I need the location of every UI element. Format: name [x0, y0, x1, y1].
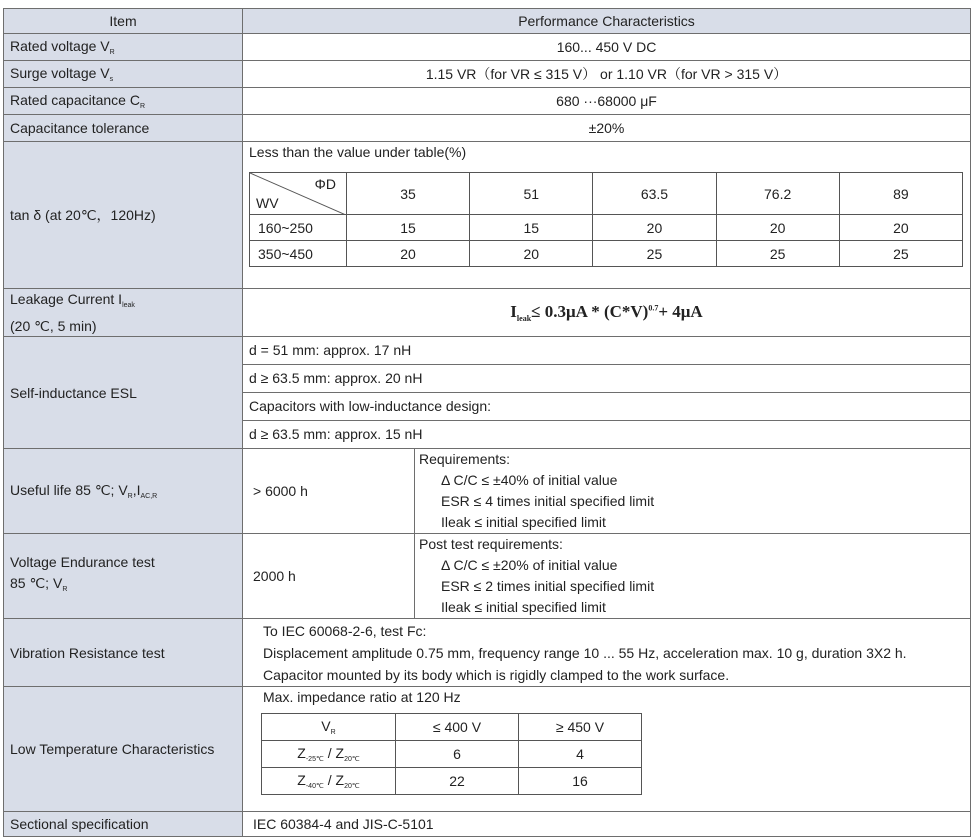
value-cell: 15	[470, 215, 593, 241]
tolerance-value: ±20%	[243, 115, 971, 142]
rated-capacitance-label: Rated capacitance $C_R$	[4, 88, 243, 115]
row-tolerance	[4, 115, 971, 142]
vr-header: $V_R$	[262, 714, 396, 741]
value-cell: 20	[346, 241, 469, 267]
sectional-label: Sectional specification	[4, 812, 243, 837]
wv-cell: 160~250	[250, 215, 347, 241]
z-ratio-cell: $Z_{-25℃} / Z_{20℃}$	[262, 741, 396, 768]
surge-voltage-value: 1.15 VR（for VR ≤ 315 V） or 1.10 VR（for VR > 315 V）	[243, 61, 971, 88]
useful-life-label: Useful life 85 ℃; $V_R,I_{AC,R}$	[4, 449, 243, 534]
row-useful-life	[4, 449, 971, 534]
vibration-cell	[243, 619, 971, 687]
row-tan-delta	[4, 142, 971, 289]
voltage-endurance-duration: 2000 h	[243, 534, 415, 618]
value-cell: 20	[470, 241, 593, 267]
row-esl	[4, 337, 971, 449]
spec-table	[3, 8, 971, 837]
low-temp-value: 4	[519, 741, 642, 768]
row-rated-capacitance	[4, 88, 971, 115]
value-cell: 25	[716, 241, 839, 267]
tan-delta-row	[250, 241, 963, 267]
tan-delta-label: tan δ (at 20℃，120Hz)	[4, 142, 243, 289]
row-rated-voltage	[4, 34, 971, 61]
low-temp-table	[261, 713, 642, 795]
low-temp-cell	[243, 687, 971, 812]
diameter-cell: 35	[346, 173, 469, 215]
row-leakage	[4, 289, 971, 337]
rated-capacitance-value: 680 ···68000 μF	[243, 88, 971, 115]
tan-delta-cell	[243, 142, 971, 289]
low-temp-value: 6	[396, 741, 519, 768]
diameter-cell: 63.5	[593, 173, 716, 215]
low-temp-header: ≥ 450 V	[519, 714, 642, 741]
row-surge-voltage	[4, 61, 971, 88]
esl-line: d = 51 mm: approx. 17 nH	[249, 342, 412, 358]
vibration-line: Capacitor mounted by its body which is rigidly clamped to the work surface.	[263, 666, 730, 683]
low-temp-row	[262, 741, 642, 768]
useful-life-requirements: Requirements: Δ C/C ≤ ±40% of initial value ESR ≤ 4 times initial specified limit Ileak ≤ initial specified limit	[419, 451, 655, 530]
value-cell: 20	[839, 215, 962, 241]
esl-cell	[243, 337, 971, 449]
row-sectional	[4, 812, 971, 837]
value-cell: 25	[593, 241, 716, 267]
header-item: Item	[4, 9, 243, 34]
tan-delta-row	[250, 215, 963, 241]
tan-delta-table	[249, 172, 963, 267]
value-cell: 25	[839, 241, 962, 267]
esl-line: d ≥ 63.5 mm: approx. 20 nH	[243, 364, 970, 392]
low-temp-head-row	[262, 714, 642, 741]
low-temp-row	[262, 768, 642, 795]
voltage-endurance-label: Voltage Endurance test 85 ℃; $V_R$	[4, 534, 243, 619]
leakage-formula: $I_{leak}\le 0.3\mu A * (C*V)^{0.7}+ 4\mu A$	[243, 289, 971, 337]
voltage-endurance-cell	[243, 534, 971, 619]
diagonal-header	[250, 173, 347, 215]
diameter-cell: 76.2	[716, 173, 839, 215]
tan-delta-head-row	[250, 173, 963, 215]
wv-cell: 350~450	[250, 241, 347, 267]
useful-life-duration: > 6000 h	[243, 449, 415, 533]
low-temp-value: 16	[519, 768, 642, 795]
low-temp-header: ≤ 400 V	[396, 714, 519, 741]
esl-line: Capacitors with low-inductance design:	[243, 392, 970, 420]
vibration-label: Vibration Resistance test	[4, 619, 243, 687]
header-row	[4, 9, 971, 34]
row-vibration	[4, 619, 971, 687]
diag-top-label: ΦD	[314, 176, 336, 192]
esl-line: d ≥ 63.5 mm: approx. 15 nH	[243, 420, 970, 448]
header-performance: Performance Characteristics	[243, 9, 971, 34]
leakage-label: Leakage Current $I_{leak}$ (20 ℃, 5 min)	[4, 289, 243, 337]
low-temp-label: Low Temperature Characteristics	[4, 687, 243, 812]
esl-label: Self-inductance ESL	[4, 337, 243, 449]
row-low-temp	[4, 687, 971, 812]
value-cell: 15	[346, 215, 469, 241]
low-temp-intro: Max. impedance ratio at 120 Hz	[263, 689, 461, 705]
useful-life-cell	[243, 449, 971, 534]
tan-delta-intro: Less than the value under table(%)	[249, 144, 467, 160]
diameter-cell: 51	[470, 173, 593, 215]
voltage-endurance-requirements: Post test requirements: Δ C/C ≤ ±20% of initial value ESR ≤ 2 times initial specified limit Ileak ≤ initial specified limit	[419, 536, 655, 615]
rated-voltage-label: Rated voltage $V_R$	[4, 34, 243, 61]
rated-voltage-value: 160... 450 V DC	[243, 34, 971, 61]
tolerance-label: Capacitance tolerance	[4, 115, 243, 142]
low-temp-value: 22	[396, 768, 519, 795]
value-cell: 20	[716, 215, 839, 241]
value-cell: 20	[593, 215, 716, 241]
sectional-value: IEC 60384-4 and JIS-C-5101	[243, 812, 971, 837]
diameter-cell: 89	[839, 173, 962, 215]
row-voltage-endurance	[4, 534, 971, 619]
z-ratio-cell: $Z_{-40℃} / Z_{20℃}$	[262, 768, 396, 795]
vibration-line: To IEC 60068-2-6, test Fc:	[263, 622, 427, 639]
diag-bottom-label: WV	[256, 195, 279, 211]
vibration-line: Displacement amplitude 0.75 mm, frequency range 10 ... 55 Hz, acceleration max. 10 g, duration 3X2 h.	[263, 644, 907, 661]
surge-voltage-label: Surge voltage $V_s$	[4, 61, 243, 88]
